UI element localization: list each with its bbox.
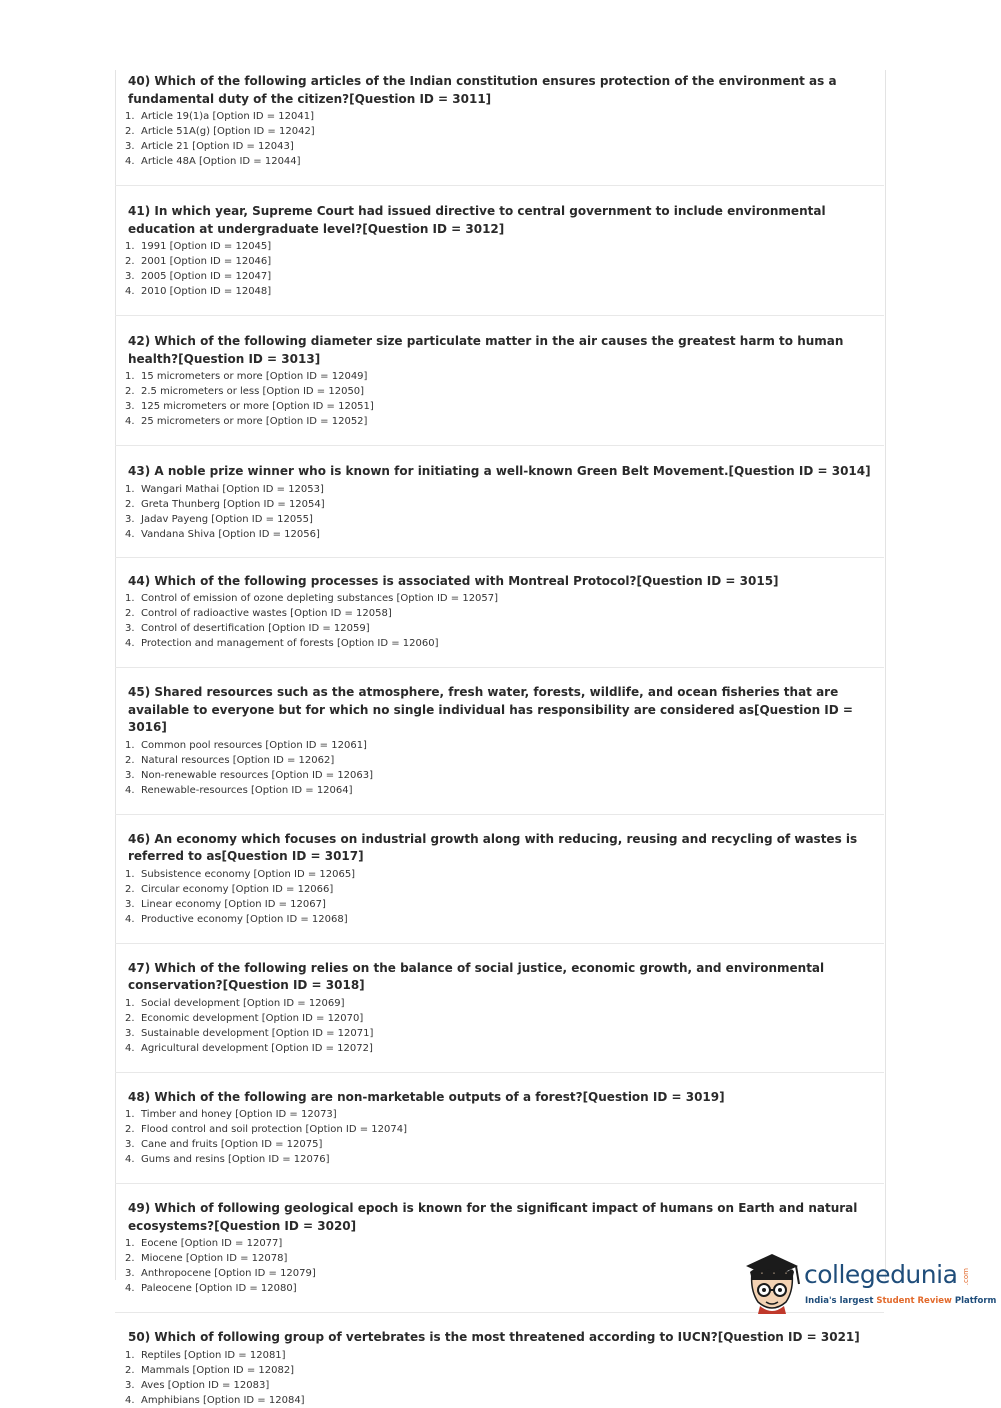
option-text: Renewable-resources [Option ID = 12064] [141, 784, 353, 796]
option-list [125, 1348, 873, 1408]
option-list [125, 1107, 873, 1167]
option-item [125, 912, 873, 927]
question-block [125, 332, 873, 429]
option-item [125, 1011, 873, 1026]
option-number: 2. [125, 1364, 135, 1376]
option-number: 1. [125, 739, 135, 751]
option-text: Timber and honey [Option ID = 12073] [141, 1109, 337, 1120]
option-text: Miocene [Option ID = 12078] [141, 1253, 288, 1264]
question-block [125, 202, 873, 299]
option-text: Linear economy [Option ID = 12067] [141, 898, 326, 910]
option-number: 1. [125, 593, 135, 604]
mascot-graduate-icon [742, 1250, 802, 1314]
option-number: 1. [125, 868, 135, 880]
option-number: 3. [125, 401, 135, 412]
option-text: Non-renewable resources [Option ID = 12063] [141, 769, 374, 781]
option-text: Gums and resins [Option ID = 12076] [141, 1154, 330, 1165]
option-text: Common pool resources [Option ID = 12061] [141, 739, 367, 751]
question-text: 50) Which of following group of vertebrates is the most threatened according to IUCN?[Question ID = 3021] [128, 1330, 860, 1344]
option-item [125, 124, 873, 139]
option-number: 4. [125, 1042, 135, 1054]
option-number: 4. [125, 638, 135, 649]
option-item [125, 414, 873, 429]
option-text: Natural resources [Option ID = 12062] [141, 754, 335, 766]
option-number: 1. [125, 371, 135, 382]
question-text: 48) Which of the following are non-marketable outputs of a forest?[Question ID = 3019] [128, 1089, 725, 1104]
logo-tagline [805, 1296, 996, 1306]
option-text: 125 micrometers or more [Option ID = 12051] [141, 401, 374, 412]
option-text: Article 51A(g) [Option ID = 12042] [141, 126, 315, 137]
option-item [125, 512, 873, 527]
option-item [125, 109, 873, 124]
option-text: Mammals [Option ID = 12082] [141, 1364, 295, 1376]
question-divider [115, 814, 884, 815]
option-text: Article 21 [Option ID = 12043] [141, 141, 294, 152]
option-item [125, 1026, 873, 1041]
option-number: 3. [125, 513, 135, 525]
option-text: Agricultural development [Option ID = 12072] [141, 1042, 373, 1054]
question-block [125, 1328, 873, 1408]
option-number: 1. [125, 1109, 135, 1120]
question-block [125, 683, 873, 798]
question-text: 47) Which of the following relies on the balance of social justice, economic growth, and environmental conservation?[Question ID = 3018] [128, 960, 825, 992]
question-text: 40) Which of the following articles of the Indian constitution ensures protection of the environment as a fundamental duty of the citizen?[Question ID = 3011] [128, 74, 837, 106]
option-list [125, 239, 873, 299]
option-text: Jadav Payeng [Option ID = 12055] [141, 513, 313, 525]
option-list [125, 482, 873, 542]
option-number: 1. [125, 997, 135, 1009]
option-list [125, 591, 873, 651]
question-divider [115, 667, 884, 668]
option-text: Circular economy [Option ID = 12066] [141, 883, 334, 895]
option-item [125, 867, 873, 882]
option-number: 1. [125, 1349, 135, 1361]
option-item [125, 139, 873, 154]
option-number: 4. [125, 1154, 135, 1165]
option-text: Economic development [Option ID = 12070] [141, 1012, 364, 1024]
question-list [125, 72, 873, 1408]
option-text: Greta Thunberg [Option ID = 12054] [141, 498, 325, 510]
option-item [125, 399, 873, 414]
option-number: 4. [125, 156, 135, 167]
collegedunia-logo[interactable] [742, 1250, 997, 1314]
question-divider [115, 185, 884, 186]
question-block [125, 1088, 873, 1168]
option-text: Social development [Option ID = 12069] [141, 997, 345, 1009]
option-item [125, 606, 873, 621]
question-divider [115, 1072, 884, 1073]
question-block [125, 830, 873, 927]
question-divider [115, 445, 884, 446]
option-number: 2. [125, 256, 135, 267]
option-text: Aves [Option ID = 12083] [141, 1379, 270, 1391]
option-text: Wangari Mathai [Option ID = 12053] [141, 483, 324, 495]
question-divider [115, 1183, 884, 1184]
option-number: 3. [125, 623, 135, 634]
option-item [125, 753, 873, 768]
option-text: Article 48A [Option ID = 12044] [141, 156, 301, 167]
option-text: Sustainable development [Option ID = 12071] [141, 1027, 374, 1039]
logo-wordmark: collegedunia [804, 1260, 958, 1289]
option-text: Flood control and soil protection [Option ID = 12074] [141, 1124, 408, 1135]
question-text: 41) In which year, Supreme Court had issued directive to central government to include environmental education at undergraduate level?[Question ID = 3012] [128, 204, 826, 236]
option-text: Amphibians [Option ID = 12084] [141, 1394, 305, 1406]
question-divider [115, 943, 884, 944]
option-number: 3. [125, 1027, 135, 1039]
option-text: 2001 [Option ID = 12046] [141, 256, 272, 267]
option-item [125, 482, 873, 497]
option-number: 4. [125, 1283, 135, 1294]
option-item [125, 497, 873, 512]
option-item [125, 882, 873, 897]
question-divider [115, 557, 884, 558]
option-number: 2. [125, 754, 135, 766]
option-item [125, 1041, 873, 1056]
option-item [125, 254, 873, 269]
option-number: 3. [125, 141, 135, 152]
option-list [125, 738, 873, 798]
option-item [125, 1348, 873, 1363]
option-text: 1991 [Option ID = 12045] [141, 241, 272, 252]
option-item [125, 284, 873, 299]
option-item [125, 1107, 873, 1122]
option-number: 4. [125, 913, 135, 925]
option-number: 1. [125, 483, 135, 495]
option-item [125, 783, 873, 798]
option-number: 2. [125, 1253, 135, 1264]
option-number: 4. [125, 1394, 135, 1406]
option-text: Vandana Shiva [Option ID = 12056] [141, 528, 320, 540]
question-text: 46) An economy which focuses on industrial growth along with reducing, reusing and recycling of wastes is referred to as[Question ID = 3017] [128, 831, 858, 863]
option-item [125, 636, 873, 651]
option-text: Subsistence economy [Option ID = 12065] [141, 868, 356, 880]
option-text: Protection and management of forests [Option ID = 12060] [141, 638, 439, 649]
question-text: 43) A noble prize winner who is known for initiating a well-known Green Belt Movement.[Question ID = 3014] [128, 464, 871, 478]
option-item [125, 768, 873, 783]
tagline-suffix: Platform [951, 1296, 997, 1306]
option-number: 3. [125, 1379, 135, 1391]
question-block [125, 959, 873, 1056]
option-item [125, 269, 873, 284]
option-list [125, 996, 873, 1056]
option-item [125, 1378, 873, 1393]
option-text: 2005 [Option ID = 12047] [141, 271, 272, 282]
option-item [125, 154, 873, 169]
option-text: Eocene [Option ID = 12077] [141, 1238, 283, 1249]
option-text: 15 micrometers or more [Option ID = 12049] [141, 371, 368, 382]
question-block [125, 72, 873, 169]
option-item [125, 1122, 873, 1137]
tagline-highlight: Student Review [876, 1296, 952, 1306]
option-number: 2. [125, 1124, 135, 1135]
option-item [125, 591, 873, 606]
option-item [125, 738, 873, 753]
option-item [125, 1236, 873, 1251]
option-text: Anthropocene [Option ID = 12079] [141, 1268, 316, 1279]
question-text: 49) Which of following geological epoch is known for the significant impact of humans on Earth and natural ecosystems?[Question ID = 3020] [128, 1201, 858, 1233]
option-item [125, 897, 873, 912]
option-number: 3. [125, 1139, 135, 1150]
option-number: 1. [125, 111, 135, 122]
question-text: 44) Which of the following processes is associated with Montreal Protocol?[Question ID = 3015] [128, 573, 779, 588]
option-text: Productive economy [Option ID = 12068] [141, 913, 348, 925]
option-list [125, 867, 873, 927]
option-number: 2. [125, 386, 135, 397]
option-number: 2. [125, 883, 135, 895]
option-item [125, 1363, 873, 1378]
option-text: Article 19(1)a [Option ID = 12041] [141, 111, 315, 122]
logo-dotcom: .com [962, 1268, 970, 1286]
question-block [125, 572, 873, 652]
option-text: 2.5 micrometers or less [Option ID = 12050] [141, 386, 365, 397]
option-number: 2. [125, 126, 135, 137]
option-text: 2010 [Option ID = 12048] [141, 286, 272, 297]
option-item [125, 239, 873, 254]
option-text: Paleocene [Option ID = 12080] [141, 1283, 297, 1294]
option-number: 2. [125, 498, 135, 510]
option-number: 3. [125, 1268, 135, 1279]
option-number: 1. [125, 241, 135, 252]
option-text: Reptiles [Option ID = 12081] [141, 1349, 286, 1361]
option-list [125, 109, 873, 169]
option-number: 2. [125, 608, 135, 619]
option-number: 1. [125, 1238, 135, 1249]
option-text: Control of radioactive wastes [Option ID = 12058] [141, 608, 392, 619]
option-item [125, 369, 873, 384]
option-number: 4. [125, 286, 135, 297]
option-number: 3. [125, 769, 135, 781]
question-divider [115, 315, 884, 316]
tagline-prefix: India's largest [805, 1296, 877, 1306]
option-item [125, 384, 873, 399]
option-number: 2. [125, 1012, 135, 1024]
question-text: 45) Shared resources such as the atmosphere, fresh water, forests, wildlife, and ocean fisheries that are available to everyone but for which no single individual has responsibility are considered as[Question ID = 3016] [128, 685, 853, 734]
option-item [125, 1393, 873, 1408]
option-number: 4. [125, 784, 135, 796]
option-text: Control of emission of ozone depleting substances [Option ID = 12057] [141, 593, 499, 604]
option-text: Cane and fruits [Option ID = 12075] [141, 1139, 323, 1150]
option-item [125, 621, 873, 636]
option-item [125, 1137, 873, 1152]
option-number: 3. [125, 898, 135, 910]
option-text: 25 micrometers or more [Option ID = 12052] [141, 416, 368, 427]
option-text: Control of desertification [Option ID = 12059] [141, 623, 370, 634]
option-item [125, 527, 873, 542]
option-item [125, 1152, 873, 1167]
question-text: 42) Which of the following diameter size particulate matter in the air causes the greatest harm to human health?[Question ID = 3013] [128, 334, 844, 366]
question-block [125, 462, 873, 542]
option-item [125, 996, 873, 1011]
option-number: 4. [125, 528, 135, 540]
option-list [125, 369, 873, 429]
option-number: 4. [125, 416, 135, 427]
option-number: 3. [125, 271, 135, 282]
